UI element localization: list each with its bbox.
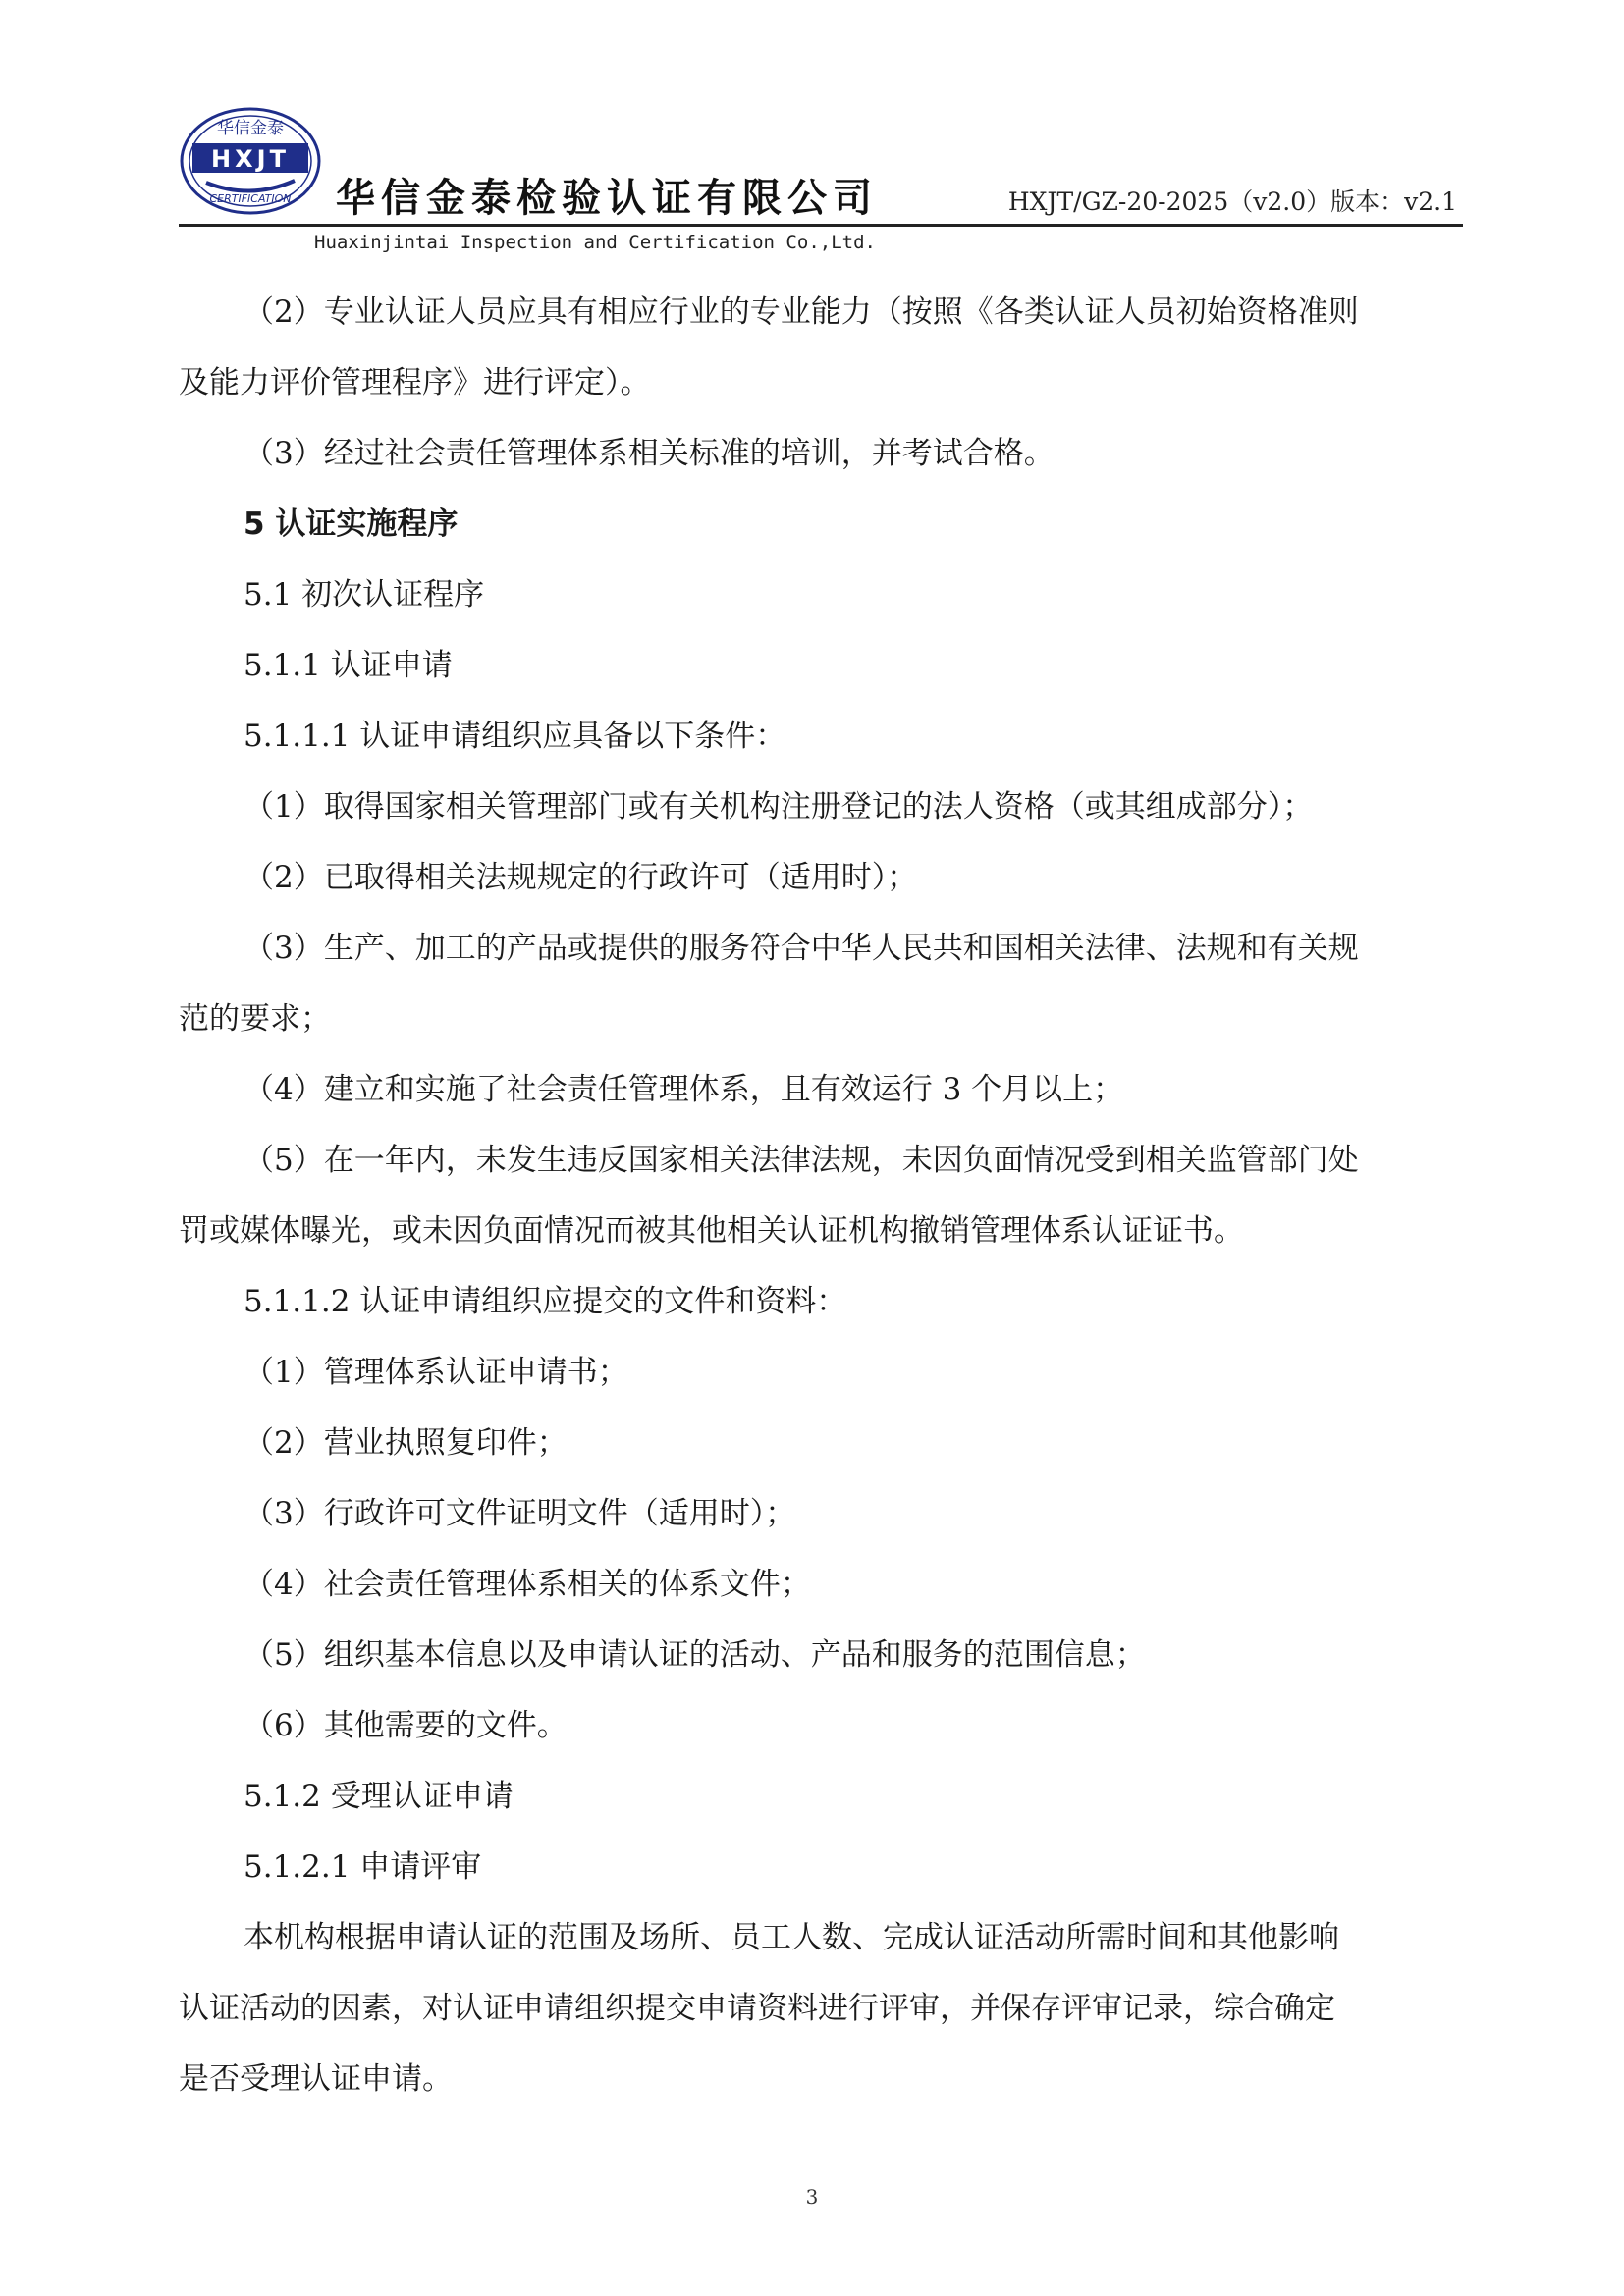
company-logo xyxy=(179,106,322,216)
page-header xyxy=(179,98,1463,265)
paragraph-line: （1）取得国家相关管理部门或有关机构注册登记的法人资格（或其组成部分）； xyxy=(244,789,1314,825)
paragraph-line: 5.1 初次认证程序 xyxy=(244,577,485,613)
logo-top-text: 华信金泰 xyxy=(217,119,284,138)
paragraph-line: 是否受理认证申请。 xyxy=(179,2061,453,2097)
paragraph-line: 5.1.2.1 申请评审 xyxy=(244,1849,482,1885)
paragraph-line: （3）生产、加工的产品或提供的服务符合中华人民共和国相关法律、法规和有关规 xyxy=(244,931,1359,966)
paragraph-line: （6）其他需要的文件。 xyxy=(244,1708,568,1743)
header-divider xyxy=(179,224,1463,227)
paragraph-line: （2）专业认证人员应具有相应行业的专业能力（按照《各类认证人员初始资格准则 xyxy=(244,294,1359,330)
page-number: 3 xyxy=(805,2185,819,2209)
paragraph-line: （3）经过社会责任管理体系相关标准的培训，并考试合格。 xyxy=(244,436,1055,471)
logo-bottom-text: CERTIFICATION xyxy=(209,192,292,205)
paragraph-line: （3）行政许可文件证明文件（适用时）； xyxy=(244,1496,796,1531)
paragraph-line: 5.1.1 认证申请 xyxy=(244,648,453,683)
paragraph-line: 罚或媒体曝光，或未因负面情况而被其他相关认证机构撤销管理体系认证证书。 xyxy=(179,1213,1244,1249)
section-heading: 5 认证实施程序 xyxy=(244,507,459,542)
paragraph-line: 认证活动的因素，对认证申请组织提交申请资料进行评审，并保存评审记录，综合确定 xyxy=(179,1991,1335,2026)
paragraph-line: 5.1.1.1 认证申请组织应具备以下条件： xyxy=(244,719,786,754)
paragraph-line: 本机构根据申请认证的范围及场所、员工人数、完成认证活动所需时间和其他影响 xyxy=(244,1920,1339,1955)
document-code: HXJT/GZ-20-2025（v2.0）版本：v2.1 xyxy=(1007,187,1457,216)
paragraph-line: （2）营业执照复印件； xyxy=(244,1425,568,1461)
paragraph-line: （2）已取得相关法规规定的行政许可（适用时）； xyxy=(244,860,918,895)
paragraph-line: （5）组织基本信息以及申请认证的活动、产品和服务的范围信息； xyxy=(244,1637,1146,1673)
paragraph-line: 范的要求； xyxy=(179,1001,331,1037)
company-name: 华信金泰检验认证有限公司 xyxy=(336,176,878,221)
paragraph-line: 5.1.2 受理认证申请 xyxy=(244,1779,514,1814)
paragraph-line: （1）管理体系认证申请书； xyxy=(244,1355,628,1390)
company-name-english: Huaxinjintai Inspection and Certification Co.,Ltd. xyxy=(314,232,876,253)
paragraph-line: 5.1.1.2 认证申请组织应提交的文件和资料： xyxy=(244,1284,847,1319)
paragraph-line: 及能力评价管理程序》进行评定）。 xyxy=(179,365,651,400)
logo-text: HXJT xyxy=(211,145,290,173)
paragraph-line: （4）社会责任管理体系相关的体系文件； xyxy=(244,1567,811,1602)
document-body xyxy=(179,277,1455,2114)
paragraph-line: （5）在一年内，未发生违反国家相关法律法规，未因负面情况受到相关监管部门处 xyxy=(244,1143,1359,1178)
paragraph-line: （4）建立和实施了社会责任管理体系，且有效运行 3 个月以上； xyxy=(244,1072,1124,1107)
